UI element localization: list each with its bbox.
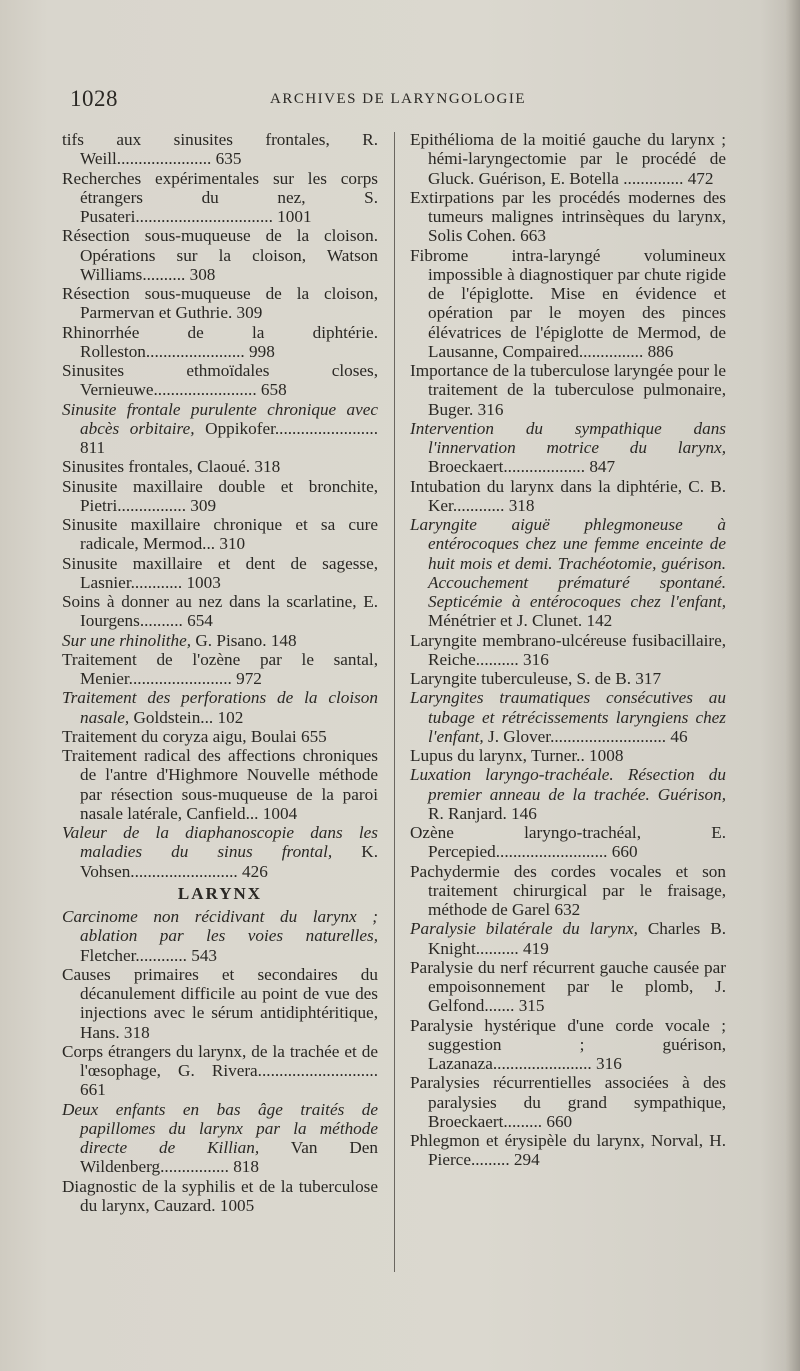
entry-text: Sinusite maxillaire double et bronchite, Pietri................ bbox=[62, 476, 378, 515]
entry-text: Laryngite membrano-ulcéreuse fusibacillaire, Reiche.......... bbox=[410, 630, 726, 669]
entry-page-number: 654 bbox=[187, 611, 213, 631]
entry-text: Sinusites frontales, Claoué. bbox=[62, 457, 251, 477]
entry-page-number: 316 bbox=[596, 1054, 622, 1073]
entry-page-number: 318 bbox=[254, 457, 281, 477]
entry-page-number: 316 bbox=[523, 649, 549, 669]
entry-text: Rhinorrhée de la diphtérie. Rolleston....................... bbox=[62, 322, 378, 361]
index-entry bbox=[62, 515, 378, 554]
index-entry bbox=[410, 188, 726, 246]
right-entries bbox=[410, 130, 726, 1170]
index-entry bbox=[62, 554, 378, 593]
entry-text: Traitement radical des affections chroniques de l'antre d'Highmore Nouvelle méthode par résection sous-muqueuse de la paroi nasale latérale, Canfield... bbox=[62, 746, 378, 823]
index-entry bbox=[62, 907, 378, 965]
entry-page-number: 847 bbox=[589, 457, 616, 477]
index-entry bbox=[62, 169, 378, 227]
running-head: ARCHIVES DE LARYNGOLOGIE bbox=[270, 91, 526, 107]
entry-page-number: 661 bbox=[80, 1080, 106, 1100]
entry-title-italic: Valeur de la diaphanoscopie dans les maladies du sinus frontal, bbox=[62, 823, 378, 862]
entry-title-italic: Sinusite frontale purulente chronique avec abcès orbitaire, bbox=[62, 399, 378, 438]
entry-text: Corps étrangers du larynx, de la trachée et de l'œsophage, G. Rivera............................ bbox=[62, 1041, 378, 1080]
index-entry bbox=[410, 1073, 726, 1131]
index-entry bbox=[410, 746, 726, 765]
left-column bbox=[62, 130, 378, 1215]
entry-page-number: 472 bbox=[687, 168, 714, 188]
entry-text: tifs aux sinusites frontales, R. Weill...................... bbox=[62, 130, 378, 169]
entry-text: Oppikofer........................ bbox=[194, 418, 378, 438]
entry-page-number: 315 bbox=[518, 996, 545, 1016]
entry-page-number: 972 bbox=[236, 669, 262, 688]
index-entry bbox=[410, 477, 726, 516]
entry-text: R. Ranjard. bbox=[428, 803, 507, 823]
entry-text: Laryngite tuberculeuse, S. de B. bbox=[410, 669, 631, 688]
index-entry bbox=[62, 688, 378, 727]
entry-title-italic: Sur une rhinolithe, bbox=[62, 630, 192, 650]
right-column bbox=[410, 130, 726, 1170]
entry-page-number: 309 bbox=[236, 303, 263, 323]
entry-page-number: 317 bbox=[635, 669, 662, 688]
entry-text: Ozène laryngo-trachéal, E. Percepied.......................... bbox=[410, 823, 726, 862]
index-entry bbox=[410, 246, 726, 362]
entry-title-italic: Carcinome non récidivant du larynx ; ablation par les voies naturelles, bbox=[62, 907, 378, 946]
entry-text: Causes primaires et secondaires du décanulement difficile au point de vue des injections avec le sérum antidiphtéritique, Hans. bbox=[62, 964, 378, 1042]
entry-page-number: 142 bbox=[586, 611, 613, 631]
index-entry bbox=[410, 862, 726, 920]
entry-text: Diagnostic de la syphilis et de la tuberculose du larynx, Cauzard. bbox=[62, 1176, 378, 1215]
entry-text: Importance de la tuberculose laryngée pour le traitement de la tuberculose pulmonaire, Buger. bbox=[410, 361, 726, 419]
entry-text: Traitement de l'ozène par le santal, Menier........................ bbox=[62, 649, 378, 688]
index-entry bbox=[62, 592, 378, 631]
entry-page-number: 294 bbox=[513, 1150, 540, 1170]
entry-page-number: 632 bbox=[554, 900, 581, 919]
entry-page-number: 1004 bbox=[262, 803, 298, 823]
index-entry bbox=[410, 669, 726, 688]
entry-text: Traitement du coryza aigu, Boulai bbox=[62, 726, 297, 746]
entry-text: J. Glover........................... bbox=[483, 726, 667, 746]
index-entry bbox=[62, 631, 378, 650]
index-entry bbox=[62, 477, 378, 516]
entry-text: Résection sous-muqueuse de la cloison, Parmervan et Guthrie. bbox=[62, 284, 378, 323]
index-entry bbox=[410, 958, 726, 1016]
left-entries-before bbox=[62, 130, 378, 881]
entry-page-number: 635 bbox=[215, 149, 242, 169]
index-entry bbox=[62, 226, 378, 284]
entry-title-italic: Deux enfants en bas âge traités de papillomes du larynx par la méthode directe de Killian, bbox=[62, 1099, 378, 1157]
entry-page-number: 318 bbox=[123, 1022, 150, 1042]
index-entry bbox=[62, 1177, 378, 1216]
entry-page-number: 146 bbox=[511, 803, 537, 823]
section-title-larynx: LARYNX bbox=[177, 883, 263, 903]
entry-page-number: 998 bbox=[249, 341, 275, 361]
entry-page-number: 1008 bbox=[589, 746, 624, 765]
entry-text: Epithélioma de la moitié gauche du larynx ; hémi-laryngectomie par le procédé de Gluck. Guérison, E. Botella .............. bbox=[410, 130, 726, 188]
entry-text: Fletcher............ bbox=[80, 945, 187, 965]
index-entry bbox=[410, 688, 726, 746]
entry-text: Extirpations par les procédés modernes des tumeurs malignes intrinsèques du larynx, Solis Cohen. bbox=[410, 187, 726, 246]
entry-title-italic: Laryngite aiguë phlegmoneuse à entérocoques chez une femme enceinte de huit mois et demi. Trachéotomie, guérison. Accouchement prématuré spontané. Septicémie à entérocoques chez l'enfant, bbox=[410, 515, 726, 611]
entry-text: Recherches expérimentales sur les corps étrangers du nez, S. Pusateri................................ bbox=[62, 168, 378, 226]
entry-page-number: 308 bbox=[189, 264, 216, 284]
entry-text: Sinusite maxillaire chronique et sa cure radicale, Mermod... bbox=[62, 515, 378, 554]
entry-page-number: 318 bbox=[508, 495, 535, 515]
entry-page-number: 655 bbox=[300, 726, 327, 746]
entry-page-number: 1003 bbox=[186, 572, 221, 592]
index-entry bbox=[62, 323, 378, 362]
entry-page-number: 310 bbox=[219, 534, 246, 554]
index-entry bbox=[410, 919, 726, 958]
entry-title-italic: Laryngites traumatiques consécutives au tubage et rétrécissements laryngiens chez l'enfant, bbox=[410, 688, 726, 746]
entry-text: Paralysies récurrentielles associées à des paralysies du grand sympathique, Broeckaert......... bbox=[410, 1073, 726, 1131]
entry-page-number: 46 bbox=[670, 726, 688, 746]
entry-page-number: 316 bbox=[477, 399, 504, 419]
index-entry bbox=[62, 746, 378, 823]
entry-text: G. Pisano. bbox=[191, 630, 267, 650]
index-entry bbox=[410, 419, 726, 477]
index-entry bbox=[62, 727, 378, 746]
entry-page-number: 1001 bbox=[277, 207, 312, 226]
column-divider bbox=[394, 132, 395, 1272]
index-entry bbox=[410, 1131, 726, 1170]
index-entry bbox=[62, 965, 378, 1042]
index-entry bbox=[410, 515, 726, 631]
index-entry bbox=[410, 765, 726, 823]
entry-text: Broeckaert................... bbox=[428, 457, 586, 477]
index-entry bbox=[410, 361, 726, 419]
index-entry bbox=[410, 823, 726, 862]
entry-text: Lupus du larynx, Turner.. bbox=[410, 746, 585, 765]
index-entry bbox=[62, 823, 378, 881]
entry-text: Sinusite maxillaire et dent de sagesse, Lasnier............ bbox=[62, 553, 378, 592]
entry-text: Goldstein... bbox=[129, 707, 214, 727]
entry-page-number: 419 bbox=[523, 938, 549, 958]
index-entry bbox=[410, 130, 726, 188]
index-entry bbox=[62, 130, 378, 169]
left-entries-after bbox=[62, 907, 378, 1215]
index-entry bbox=[62, 284, 378, 323]
entry-text: Charles B. Knight.......... bbox=[428, 919, 727, 958]
index-entry bbox=[62, 1042, 378, 1100]
entry-title-italic: Traitement des perforations de la cloison nasale, bbox=[62, 688, 378, 727]
page-edge-shadow bbox=[786, 0, 800, 1371]
page-number: 1028 bbox=[70, 86, 118, 111]
entry-page-number: 1005 bbox=[219, 1195, 255, 1215]
entry-page-number: 663 bbox=[520, 226, 546, 246]
entry-title-italic: Luxation laryngo-trachéale. Résection du premier anneau de la trachée. Guérison, bbox=[410, 765, 726, 804]
index-entry bbox=[410, 1016, 726, 1074]
entry-text: Sinusites ethmoïdales closes, Vernieuwe........................ bbox=[62, 361, 378, 400]
entry-title-italic: Paralysie bilatérale du larynx, bbox=[410, 919, 638, 939]
entry-page-number: 543 bbox=[191, 945, 218, 965]
entry-text: Pachydermie des cordes vocales et son traitement chirurgical par le fraisage, méthode de Garel bbox=[410, 861, 726, 919]
index-entry bbox=[62, 1100, 378, 1177]
index-entry bbox=[410, 631, 726, 670]
entry-text: Paralysie hystérique d'une corde vocale ; suggestion ; guérison, Lazanaza....................... bbox=[410, 1015, 726, 1073]
entry-text: K. Vohsen......................... bbox=[80, 842, 379, 881]
entry-page-number: 811 bbox=[80, 438, 106, 457]
index-entry bbox=[62, 457, 378, 476]
entry-page-number: 658 bbox=[260, 380, 287, 400]
page-header bbox=[70, 86, 730, 114]
entry-page-number: 426 bbox=[242, 861, 268, 881]
entry-page-number: 886 bbox=[647, 341, 674, 361]
entry-text: Résection sous-muqueuse de la cloison. Opérations sur la cloison, Watson Williams.......... bbox=[62, 226, 378, 284]
entry-page-number: 660 bbox=[546, 1111, 573, 1131]
entry-page-number: 309 bbox=[190, 495, 217, 515]
entry-page-number: 148 bbox=[270, 630, 297, 650]
entry-text: Phlegmon et érysipèle du larynx, Norval, H. Pierce......... bbox=[410, 1131, 726, 1170]
entry-page-number: 818 bbox=[233, 1157, 259, 1177]
index-entry bbox=[62, 650, 378, 689]
entry-page-number: 660 bbox=[611, 842, 638, 862]
entry-text: Paralysie du nerf récurrent gauche causée par empoisonnement par le plomb, J. Gelfond....... bbox=[410, 957, 726, 1016]
entry-text: Van Den Wildenberg................ bbox=[80, 1138, 378, 1177]
index-entry bbox=[62, 361, 378, 400]
entry-page-number: 102 bbox=[217, 707, 244, 727]
index-entry bbox=[62, 400, 378, 458]
entry-text: Intubation du larynx dans la diphtérie, C. B. Ker............ bbox=[410, 476, 726, 515]
entry-title-italic: Intervention du sympathique dans l'innervation motrice du larynx, bbox=[410, 418, 726, 457]
entry-text: Fibrome intra-laryngé volumineux impossible à diagnostiquer par chute rigide de l'épiglotte. Mise en évidence et opération par le moyen des pinces élévatrices de l'épiglotte de Mermod, de Lausanne, Compaired............... bbox=[410, 245, 726, 361]
entry-text: Ménétrier et J. Clunet. bbox=[428, 611, 583, 631]
entry-text: Soins à donner au nez dans la scarlatine, E. Iourgens.......... bbox=[62, 592, 378, 631]
